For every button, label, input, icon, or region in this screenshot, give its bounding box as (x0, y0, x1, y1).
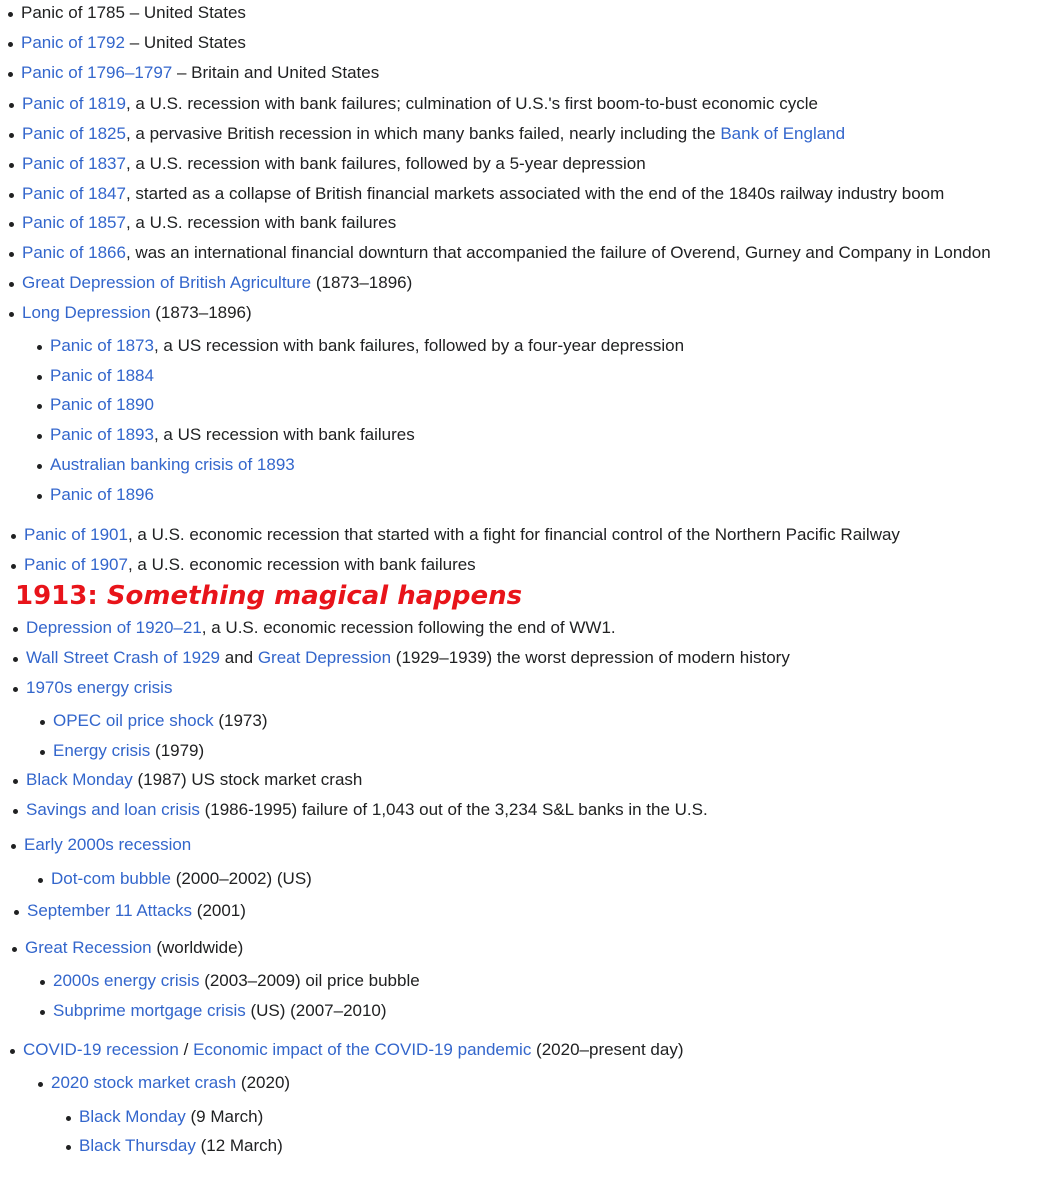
annotation-year: 1913: (15, 581, 98, 611)
list-item-text: , a U.S. economic recession with bank failures (127, 555, 476, 574)
list-item (50, 484, 154, 506)
list-item-link[interactable]: Early 2000s recession (24, 835, 192, 854)
list-item-link[interactable]: Panic of 1792 (21, 33, 125, 52)
list-item-link[interactable]: Panic of 1896 (50, 485, 154, 504)
list-item (24, 554, 476, 576)
list-item (50, 335, 684, 357)
list-item-text: (1987) US stock market crash (132, 770, 363, 789)
list-item-link[interactable]: 2000s energy crisis (53, 971, 200, 990)
list-item-link[interactable]: Long Depression (22, 303, 151, 322)
list-item-link[interactable]: Wall Street Crash of 1929 (26, 648, 221, 667)
list-item (51, 1072, 290, 1094)
list-item-text: , a U.S. recession with bank failures (125, 213, 397, 232)
list-item-text: (9 March) (185, 1107, 264, 1126)
list-item-text: (1973) (213, 711, 268, 730)
list-item-link[interactable]: OPEC oil price shock (53, 711, 214, 730)
list-item-text: , a U.S. economic recession that started with a fight for financial control of the Northern Pacific Railway (127, 525, 900, 544)
list-item (26, 769, 362, 791)
list-item-link[interactable]: Black Monday (79, 1107, 186, 1126)
list-item (26, 799, 708, 821)
list-item-text: , a U.S. economic recession following the end of WW1. (201, 618, 616, 637)
list-item-text: (2001) (192, 901, 246, 920)
list-item (22, 302, 252, 324)
list-item-text: (US) (2007–2010) (245, 1001, 387, 1020)
list-item-text: , a US recession with bank failures (153, 425, 415, 444)
list-item (22, 123, 845, 145)
list-item (21, 62, 379, 84)
list-item (22, 242, 991, 264)
list-item-link[interactable]: COVID-19 recession (23, 1040, 179, 1059)
list-item-text: , a US recession with bank failures, followed by a four-year depression (153, 336, 685, 355)
list-item-text: (worldwide) (151, 938, 244, 957)
list-item-link[interactable]: Black Monday (26, 770, 133, 789)
list-item-link[interactable]: Panic of 1907 (24, 555, 128, 574)
list-item-text: , a pervasive British recession in which many banks failed, nearly including the (125, 124, 721, 143)
list-item-link[interactable]: Dot-com bubble (51, 869, 172, 888)
list-item-link[interactable]: Depression of 1920–21 (26, 618, 202, 637)
list-item-text: (12 March) (195, 1136, 283, 1155)
list-item (26, 677, 172, 699)
annotation-phrase: Something magical happens (106, 581, 523, 611)
list-item-link[interactable]: Great Depression of British Agriculture (22, 273, 312, 292)
list-item (53, 740, 204, 762)
list-item (23, 1039, 683, 1061)
list-item-link[interactable]: Savings and loan crisis (26, 800, 200, 819)
list-item (21, 2, 246, 24)
list-item-text: (2000–2002) (US) (171, 869, 312, 888)
list-item (53, 970, 420, 992)
list-item (22, 183, 944, 205)
list-item-text: / (178, 1040, 194, 1059)
list-item-text: (1979) (150, 741, 205, 760)
list-item (79, 1106, 263, 1128)
list-item (22, 272, 412, 294)
list-item-link[interactable]: Panic of 1890 (50, 395, 154, 414)
list-item-link[interactable]: Panic of 1837 (22, 154, 126, 173)
list-item-text: (2020–present day) (531, 1040, 684, 1059)
list-item-link[interactable]: Bank of England (720, 124, 846, 143)
list-item (22, 153, 646, 175)
list-item (50, 454, 295, 476)
list-item-link[interactable]: Panic of 1825 (22, 124, 126, 143)
list-item (50, 394, 154, 416)
list-item-text: , a U.S. recession with bank failures; culmination of U.S.'s first boom-to-bust economic cycle (125, 94, 818, 113)
list-item-link[interactable]: 2020 stock market crash (51, 1073, 237, 1092)
list-item-text: (1873–1896) (150, 303, 252, 322)
list-item (27, 900, 246, 922)
list-item-text: Panic of 1785 – United States (21, 3, 246, 22)
list-item-text: , started as a collapse of British financial markets associated with the end of the 1840s railway industry boom (125, 184, 945, 203)
list-item (51, 868, 312, 890)
list-item-link[interactable]: Subprime mortgage crisis (53, 1001, 246, 1020)
list-item (24, 834, 191, 856)
list-item-link[interactable]: Economic impact of the COVID-19 pandemic (193, 1040, 532, 1059)
list-item-link[interactable]: Panic of 1884 (50, 366, 154, 385)
list-item-link[interactable]: Great Depression (257, 648, 392, 667)
list-item (50, 424, 415, 446)
list-item-link[interactable]: September 11 Attacks (27, 901, 193, 920)
list-item-text: , was an international financial downturn that accompanied the failure of Overend, Gurney and Company in London (125, 243, 991, 262)
list-item (25, 937, 243, 959)
list-item-text: (1873–1896) (311, 273, 413, 292)
list-item (79, 1135, 283, 1157)
list-item (24, 524, 900, 546)
list-item (26, 647, 790, 669)
list-item (22, 93, 818, 115)
list-item-text: – Britain and United States (172, 63, 380, 82)
list-item-link[interactable]: Panic of 1847 (22, 184, 126, 203)
list-item-text: (1986-1995) failure of 1,043 out of the 3,234 S&L banks in the U.S. (199, 800, 708, 819)
list-item-link[interactable]: Panic of 1893 (50, 425, 154, 444)
list-item-link[interactable]: Black Thursday (79, 1136, 196, 1155)
list-item (22, 212, 396, 234)
list-item-text: and (220, 648, 258, 667)
list-item-link[interactable]: Panic of 1796–1797 (21, 63, 173, 82)
list-item-link[interactable]: Panic of 1819 (22, 94, 126, 113)
list-item (53, 710, 268, 732)
list-item (50, 365, 154, 387)
list-item-link[interactable]: Great Recession (25, 938, 152, 957)
list-item-link[interactable]: Panic of 1901 (24, 525, 128, 544)
list-item-link[interactable]: Panic of 1857 (22, 213, 126, 232)
list-item-text: (2003–2009) oil price bubble (199, 971, 420, 990)
list-item-link[interactable]: Australian banking crisis of 1893 (50, 455, 295, 474)
list-item (21, 32, 246, 54)
list-item-link[interactable]: Panic of 1873 (50, 336, 154, 355)
list-item-text: , a U.S. recession with bank failures, followed by a 5-year depression (125, 154, 646, 173)
list-item-text: (2020) (236, 1073, 291, 1092)
list-item-link[interactable]: 1970s energy crisis (26, 678, 173, 697)
list-item (26, 617, 616, 639)
annotation-heading (15, 580, 522, 612)
list-item-text: – United States (124, 33, 246, 52)
list-item-text: (1929–1939) the worst depression of modern history (391, 648, 790, 667)
list-item (53, 1000, 387, 1022)
list-item-link[interactable]: Energy crisis (53, 741, 151, 760)
list-item-link[interactable]: Panic of 1866 (22, 243, 126, 262)
